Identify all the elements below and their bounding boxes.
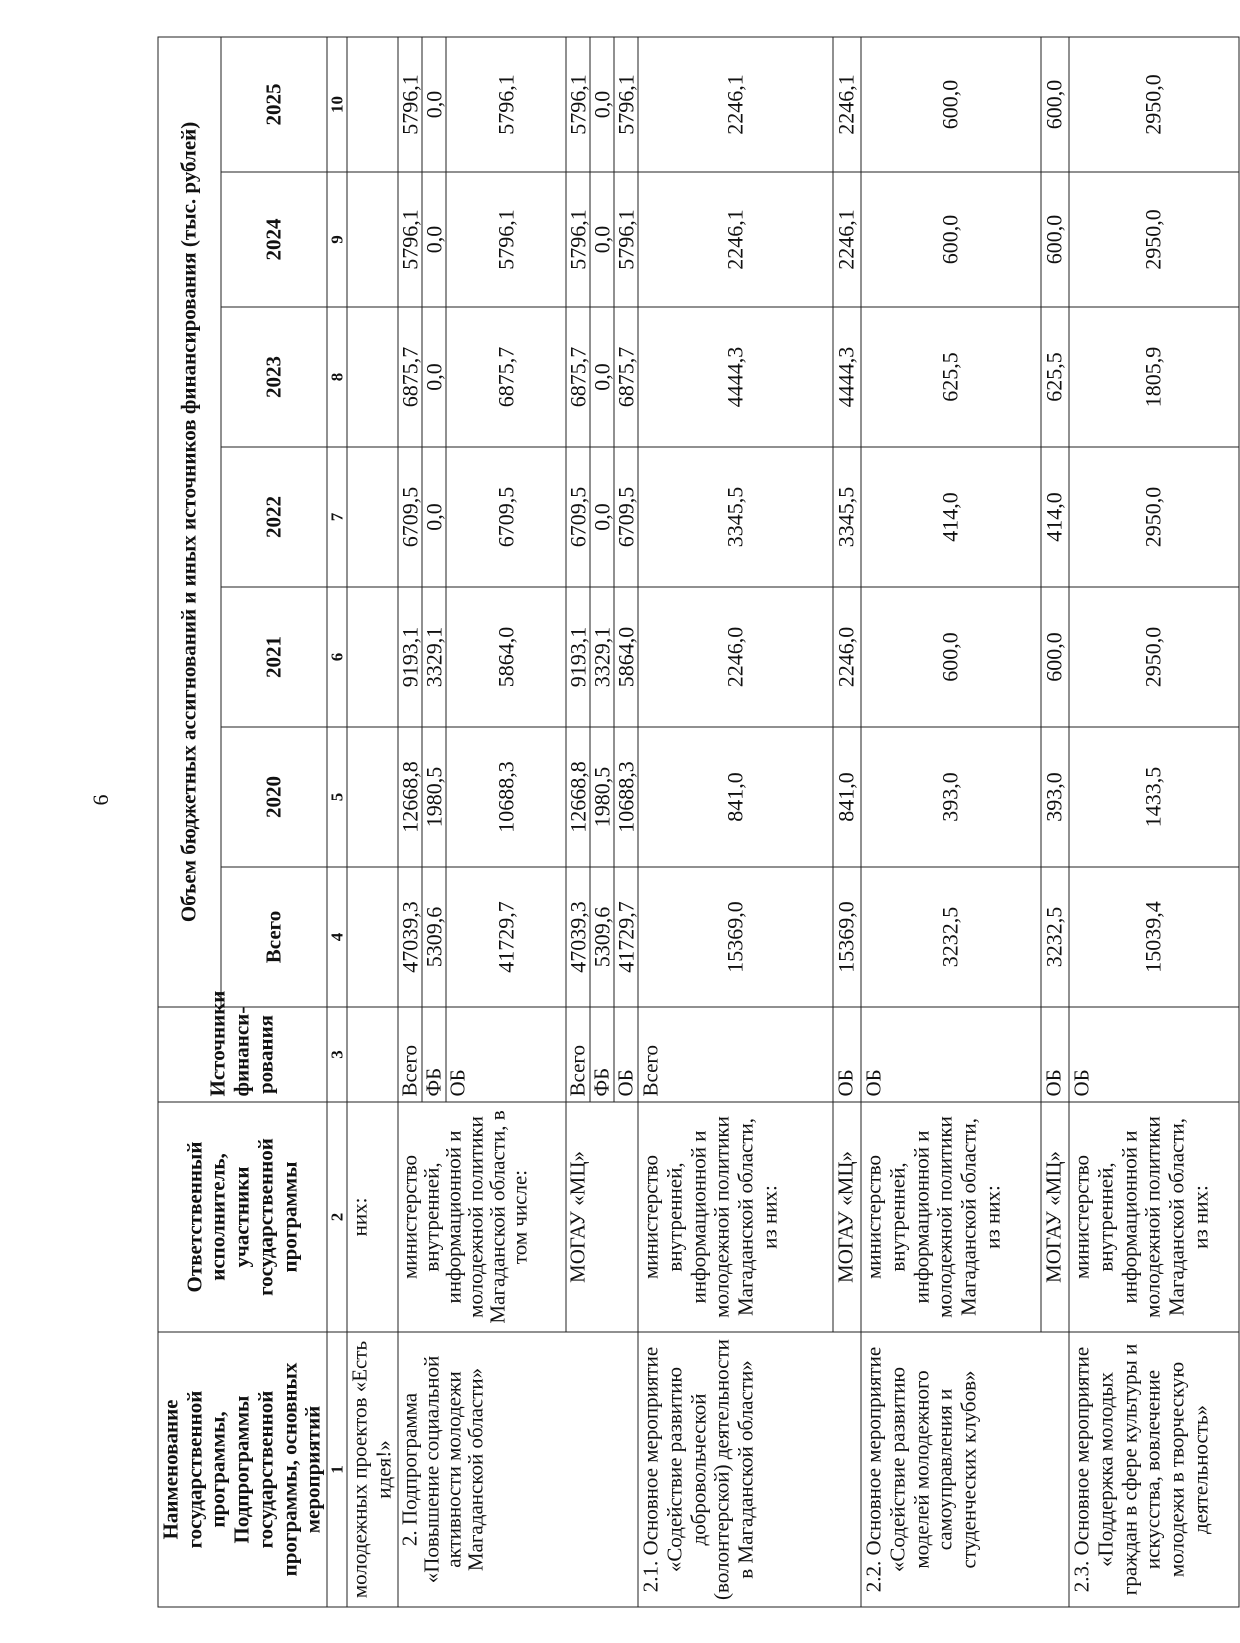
- amount-cell: 5796,1: [398, 36, 422, 171]
- amount-cell: 414,0: [861, 447, 1041, 587]
- column-index: 2: [327, 1102, 347, 1332]
- amount-cell: 3329,1: [590, 587, 614, 727]
- amount-cell: 6875,7: [446, 307, 566, 447]
- funding-source: Всего: [398, 1007, 422, 1102]
- amount-cell: 41729,7: [446, 867, 566, 1007]
- amount-cell: 3232,5: [1041, 867, 1069, 1007]
- amount-cell: 6709,5: [398, 447, 422, 587]
- funding-source: ОБ: [446, 1007, 566, 1102]
- amount-cell: [347, 36, 397, 171]
- amount-cell: 625,5: [861, 307, 1041, 447]
- header-year: 2025: [221, 36, 327, 171]
- column-index: 1: [327, 1332, 347, 1607]
- amount-cell: 2950,0: [1069, 36, 1239, 171]
- responsible-executor: МОГАУ «МЦ»: [566, 1102, 638, 1332]
- amount-cell: 3345,5: [833, 447, 861, 587]
- amount-cell: 5796,1: [614, 36, 638, 171]
- funding-source: [347, 1007, 397, 1102]
- amount-cell: 0,0: [590, 307, 614, 447]
- table-row: [1069, 36, 1239, 1606]
- responsible-executor: министерство внутренней, информационной и молодежной политики Магаданской области, в том числе:: [398, 1102, 566, 1332]
- amount-cell: 2246,1: [833, 36, 861, 171]
- amount-cell: 15369,0: [638, 867, 833, 1007]
- amount-cell: 47039,3: [398, 867, 422, 1007]
- amount-cell: 600,0: [1041, 587, 1069, 727]
- amount-cell: 5796,1: [446, 36, 566, 171]
- amount-cell: 5864,0: [614, 587, 638, 727]
- amount-cell: [347, 867, 397, 1007]
- table-row: [861, 36, 1041, 1606]
- responsible-executor: МОГАУ «МЦ»: [833, 1102, 861, 1332]
- header-year: 2020: [221, 727, 327, 867]
- financing-table: [158, 36, 1240, 1607]
- funding-source: ОБ: [861, 1007, 1041, 1102]
- amount-cell: 600,0: [1041, 172, 1069, 307]
- amount-cell: 2246,0: [833, 587, 861, 727]
- amount-cell: 12668,8: [566, 727, 590, 867]
- amount-cell: 5309,6: [422, 867, 446, 1007]
- column-index-row: [327, 36, 347, 1606]
- header-responsible: Ответственный исполнитель, участники государственной программы: [158, 1102, 327, 1332]
- amount-cell: 841,0: [638, 727, 833, 867]
- amount-cell: [347, 447, 397, 587]
- amount-cell: 393,0: [861, 727, 1041, 867]
- amount-cell: [347, 587, 397, 727]
- amount-cell: 1433,5: [1069, 727, 1239, 867]
- column-index: 10: [327, 36, 347, 171]
- amount-cell: 1980,5: [590, 727, 614, 867]
- amount-cell: 0,0: [590, 447, 614, 587]
- header-source: Источники финанси-рования: [158, 1007, 327, 1102]
- amount-cell: 0,0: [422, 172, 446, 307]
- column-index: 3: [327, 1007, 347, 1102]
- amount-cell: 0,0: [422, 307, 446, 447]
- header-year: Всего: [221, 867, 327, 1007]
- amount-cell: 5796,1: [566, 172, 590, 307]
- financing-table-sheet: [158, 37, 1213, 1607]
- amount-cell: 3345,5: [638, 447, 833, 587]
- responsible-executor: них:: [347, 1102, 397, 1332]
- amount-cell: 3329,1: [422, 587, 446, 727]
- header-year: 2024: [221, 172, 327, 307]
- funding-source: ОБ: [1069, 1007, 1239, 1102]
- amount-cell: 6875,7: [614, 307, 638, 447]
- funding-source: ОБ: [1041, 1007, 1069, 1102]
- amount-cell: 6875,7: [398, 307, 422, 447]
- header-volume: Объем бюджетных ассигнований и иных источников финансирования (тыс. рублей): [158, 36, 221, 1006]
- funding-source: ФБ: [590, 1007, 614, 1102]
- program-name: 2.3. Основное мероприятие «Поддержка молодых граждан в сфере культуры и искусства, вовлечение молодежи в творческую деятельность»: [1069, 1332, 1239, 1607]
- amount-cell: 393,0: [1041, 727, 1069, 867]
- amount-cell: 9193,1: [398, 587, 422, 727]
- column-index: 7: [327, 447, 347, 587]
- amount-cell: 0,0: [422, 36, 446, 171]
- column-index: 6: [327, 587, 347, 727]
- amount-cell: 841,0: [833, 727, 861, 867]
- program-name: 2.2. Основное мероприятие «Содействие развитию моделей молодежного самоуправления и студенческих клубов»: [861, 1332, 1069, 1607]
- amount-cell: 4444,3: [638, 307, 833, 447]
- amount-cell: 5796,1: [566, 36, 590, 171]
- program-name: молодежных проектов «Есть идея!»: [347, 1332, 397, 1607]
- amount-cell: 6709,5: [566, 447, 590, 587]
- program-name: 2. Подпрограмма «Повышение социальной активности молодежи Магаданской области»: [398, 1332, 638, 1607]
- amount-cell: 600,0: [1041, 36, 1069, 171]
- amount-cell: 0,0: [422, 447, 446, 587]
- page-number: 6: [88, 794, 113, 806]
- amount-cell: 600,0: [861, 36, 1041, 171]
- amount-cell: 2246,1: [833, 172, 861, 307]
- amount-cell: 2246,1: [638, 172, 833, 307]
- amount-cell: 9193,1: [566, 587, 590, 727]
- funding-source: Всего: [566, 1007, 590, 1102]
- amount-cell: 10688,3: [446, 727, 566, 867]
- amount-cell: [347, 172, 397, 307]
- column-index: 4: [327, 867, 347, 1007]
- amount-cell: 1980,5: [422, 727, 446, 867]
- amount-cell: 2950,0: [1069, 447, 1239, 587]
- table-row: [398, 36, 422, 1606]
- funding-source: ОБ: [614, 1007, 638, 1102]
- table-row: [347, 36, 397, 1606]
- amount-cell: 41729,7: [614, 867, 638, 1007]
- funding-source: ОБ: [833, 1007, 861, 1102]
- responsible-executor: МОГАУ «МЦ»: [1041, 1102, 1069, 1332]
- header-year: 2021: [221, 587, 327, 727]
- header-name: Наименование государственной программы, Подпрограммы государственной программы, основных мероприятий: [158, 1332, 327, 1607]
- responsible-executor: министерство внутренней, информационной и молодежной политики Магаданской области, из них:: [638, 1102, 833, 1332]
- amount-cell: 15369,0: [833, 867, 861, 1007]
- column-index: 8: [327, 307, 347, 447]
- column-index: 9: [327, 172, 347, 307]
- amount-cell: 47039,3: [566, 867, 590, 1007]
- amount-cell: 600,0: [861, 587, 1041, 727]
- program-name: 2.1. Основное мероприятие «Содействие развитию добровольческой (волонтерской) деятельности в Магаданской области»: [638, 1332, 861, 1607]
- amount-cell: 6709,5: [446, 447, 566, 587]
- amount-cell: [347, 307, 397, 447]
- funding-source: ФБ: [422, 1007, 446, 1102]
- amount-cell: 5796,1: [614, 172, 638, 307]
- amount-cell: 2950,0: [1069, 587, 1239, 727]
- table-row: [638, 36, 833, 1606]
- amount-cell: 15039,4: [1069, 867, 1239, 1007]
- header-year: 2022: [221, 447, 327, 587]
- amount-cell: 12668,8: [398, 727, 422, 867]
- responsible-executor: министерство внутренней, информационной и молодежной политики Магаданской области, из них:: [861, 1102, 1041, 1332]
- amount-cell: 2246,1: [638, 36, 833, 171]
- column-index: 5: [327, 727, 347, 867]
- amount-cell: 3232,5: [861, 867, 1041, 1007]
- amount-cell: 5309,6: [590, 867, 614, 1007]
- responsible-executor: министерство внутренней, информационной и молодежной политики Магаданской области, из них:: [1069, 1102, 1239, 1332]
- amount-cell: 5864,0: [446, 587, 566, 727]
- amount-cell: 5796,1: [398, 172, 422, 307]
- amount-cell: 2950,0: [1069, 172, 1239, 307]
- amount-cell: 0,0: [590, 172, 614, 307]
- amount-cell: 1805,9: [1069, 307, 1239, 447]
- amount-cell: [347, 727, 397, 867]
- amount-cell: 6709,5: [614, 447, 638, 587]
- funding-source: Всего: [638, 1007, 833, 1102]
- amount-cell: 414,0: [1041, 447, 1069, 587]
- amount-cell: 10688,3: [614, 727, 638, 867]
- amount-cell: 625,5: [1041, 307, 1069, 447]
- amount-cell: 0,0: [590, 36, 614, 171]
- table-body: [327, 36, 1239, 1606]
- amount-cell: 6875,7: [566, 307, 590, 447]
- header-year: 2023: [221, 307, 327, 447]
- amount-cell: 5796,1: [446, 172, 566, 307]
- amount-cell: 600,0: [861, 172, 1041, 307]
- amount-cell: 2246,0: [638, 587, 833, 727]
- amount-cell: 4444,3: [833, 307, 861, 447]
